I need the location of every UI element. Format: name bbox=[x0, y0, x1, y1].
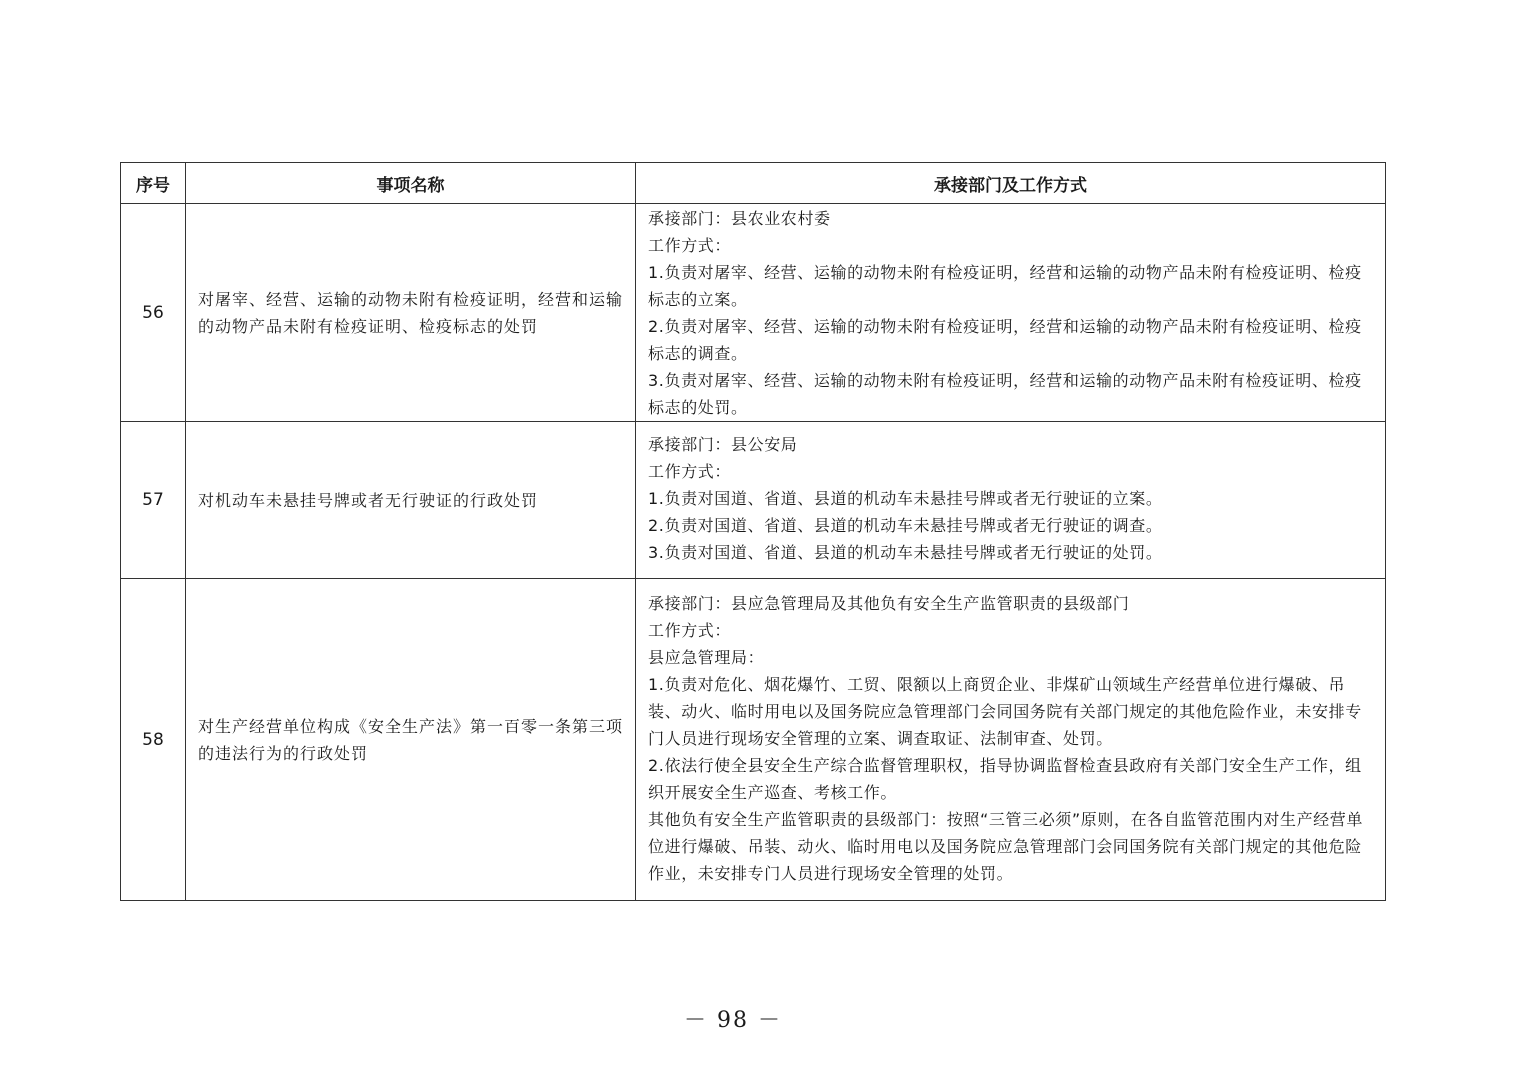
dept-line: 3.负责对国道、省道、县道的机动车未悬挂号牌或者无行驶证的处罚。 bbox=[648, 543, 1163, 562]
table-row bbox=[121, 579, 1386, 901]
dept-line: 其他负有安全生产监管职责的县级部门：按照“三管三必须”原则，在各自监管范围内对生产经营单位进行爆破、吊装、动火、临时用电以及国务院应急管理部门会同国务院有关部门规定的其他危险作业，未安排专门人员进行现场安全管理的处罚。 bbox=[648, 810, 1363, 883]
row-serial-number: 57 bbox=[121, 422, 186, 579]
matters-table bbox=[120, 162, 1386, 901]
dept-line: 1.负责对屠宰、经营、运输的动物未附有检疫证明，经营和运输的动物产品未附有检疫证明、检疫标志的立案。 bbox=[648, 263, 1362, 309]
table-row bbox=[121, 204, 1386, 422]
row-department-method bbox=[636, 579, 1386, 901]
dept-line: 工作方式： bbox=[648, 621, 732, 640]
row-department-method bbox=[636, 204, 1386, 422]
table-row bbox=[121, 422, 1386, 579]
row-serial-number: 58 bbox=[121, 579, 186, 901]
dept-line: 县应急管理局： bbox=[648, 648, 765, 667]
row-serial-number: 56 bbox=[121, 204, 186, 422]
dept-line: 承接部门：县应急管理局及其他负有安全生产监管职责的县级部门 bbox=[648, 594, 1130, 613]
table-header-row bbox=[121, 163, 1386, 204]
dept-line: 2.依法行使全县安全生产综合监督管理职权，指导协调监督检查县政府有关部门安全生产工作，组织开展安全生产巡查、考核工作。 bbox=[648, 756, 1362, 802]
dept-line: 承接部门：县农业农村委 bbox=[648, 209, 831, 228]
dept-line: 1.负责对国道、省道、县道的机动车未悬挂号牌或者无行驶证的立案。 bbox=[648, 489, 1163, 508]
row-matter-name: 对生产经营单位构成《安全生产法》第一百零一条第三项的违法行为的行政处罚 bbox=[186, 579, 636, 901]
row-department-method bbox=[636, 422, 1386, 579]
row-matter-name: 对屠宰、经营、运输的动物未附有检疫证明，经营和运输的动物产品未附有检疫证明、检疫标志的处罚 bbox=[186, 204, 636, 422]
header-department-method: 承接部门及工作方式 bbox=[636, 163, 1386, 204]
row-matter-name: 对机动车未悬挂号牌或者无行驶证的行政处罚 bbox=[186, 422, 636, 579]
dept-line: 2.负责对屠宰、经营、运输的动物未附有检疫证明，经营和运输的动物产品未附有检疫证明、检疫标志的调查。 bbox=[648, 317, 1362, 363]
dept-line: 承接部门：县公安局 bbox=[648, 435, 798, 454]
header-serial-number: 序号 bbox=[121, 163, 186, 204]
header-matter-name: 事项名称 bbox=[186, 163, 636, 204]
dept-line: 工作方式： bbox=[648, 236, 732, 255]
page-number: － 98 － bbox=[684, 1008, 782, 1033]
dept-line: 3.负责对屠宰、经营、运输的动物未附有检疫证明，经营和运输的动物产品未附有检疫证明、检疫标志的处罚。 bbox=[648, 371, 1362, 417]
dept-line: 1.负责对危化、烟花爆竹、工贸、限额以上商贸企业、非煤矿山领域生产经营单位进行爆破、吊装、动火、临时用电以及国务院应急管理部门会同国务院有关部门规定的其他危险作业，未安排专门人员进行现场安全管理的立案、调查取证、法制审查、处罚。 bbox=[648, 675, 1362, 748]
dept-line: 工作方式： bbox=[648, 462, 732, 481]
dept-line: 2.负责对国道、省道、县道的机动车未悬挂号牌或者无行驶证的调查。 bbox=[648, 516, 1163, 535]
